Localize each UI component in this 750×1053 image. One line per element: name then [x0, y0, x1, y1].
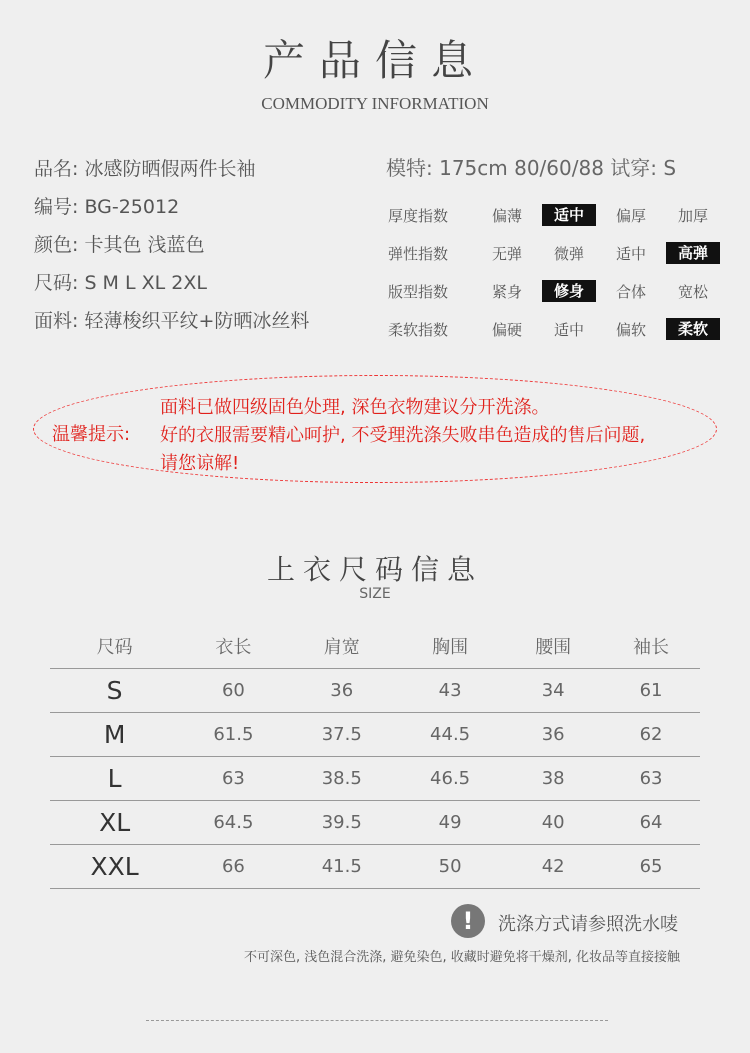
table-cell: 63	[602, 757, 700, 801]
table-cell: 64.5	[179, 801, 287, 845]
index-label: 厚度指数	[388, 206, 449, 225]
column-header: 袖长	[602, 624, 700, 669]
size-section-subtitle: SIZE	[359, 586, 391, 602]
size-cell: S	[50, 669, 179, 713]
index-option: 无弹	[491, 244, 522, 263]
index-option: 紧身	[491, 282, 522, 301]
size-section-title: 上衣尺码信息	[266, 553, 483, 586]
index-label: 版型指数	[388, 282, 449, 301]
index-option: 偏硬	[491, 320, 522, 339]
size-cell: L	[50, 757, 179, 801]
wash-title: 洗涤方式请参照洗水唛	[498, 914, 678, 935]
index-row-thickness	[388, 196, 728, 234]
index-option-selected: 柔软	[666, 318, 720, 340]
index-option: 适中	[615, 244, 646, 263]
product-fabric: 面料: 轻薄梭织平纹+防晒冰丝料	[34, 310, 310, 332]
table-cell: 37.5	[288, 713, 396, 757]
table-cell: 42	[504, 845, 602, 889]
table-cell: 38	[504, 757, 602, 801]
size-cell: M	[50, 713, 179, 757]
size-cell: XL	[50, 801, 179, 845]
product-color: 颜色: 卡其色 浅蓝色	[34, 234, 205, 256]
index-option: 加厚	[677, 206, 708, 225]
index-option-selected: 适中	[542, 204, 596, 226]
model-info: 模特: 175cm 80/60/88 试穿: S	[386, 156, 677, 180]
product-code: 编号: BG-25012	[34, 196, 180, 218]
column-header: 腰围	[504, 624, 602, 669]
page-subtitle: COMMODITY INFORMATION	[261, 94, 489, 113]
table-row	[50, 713, 700, 757]
size-cell: XXL	[50, 845, 179, 889]
notice-line: 面料已做四级固色处理, 深色衣物建议分开洗涤。	[160, 397, 550, 418]
index-option: 合体	[615, 282, 646, 301]
wash-description: 不可深色, 浅色混合洗涤, 避免染色, 收藏时避免将干燥剂, 化妆品等直接接触	[243, 950, 680, 965]
index-row-fit	[388, 272, 728, 310]
table-row	[50, 845, 700, 889]
size-table	[50, 624, 700, 889]
index-option: 适中	[553, 320, 584, 339]
table-cell: 65	[602, 845, 700, 889]
table-cell: 62	[602, 713, 700, 757]
table-cell: 46.5	[396, 757, 504, 801]
index-option: 宽松	[677, 282, 708, 301]
table-cell: 60	[179, 669, 287, 713]
table-cell: 36	[504, 713, 602, 757]
index-label: 弹性指数	[388, 244, 449, 263]
index-option: 偏薄	[491, 206, 522, 225]
index-option: 偏厚	[615, 206, 646, 225]
table-header-row	[50, 624, 700, 669]
table-cell: 44.5	[396, 713, 504, 757]
table-cell: 64	[602, 801, 700, 845]
table-row	[50, 801, 700, 845]
table-cell: 66	[179, 845, 287, 889]
index-grid	[388, 196, 728, 348]
table-cell: 36	[288, 669, 396, 713]
index-row-softness	[388, 310, 728, 348]
table-cell: 61.5	[179, 713, 287, 757]
column-header: 尺码	[50, 624, 179, 669]
table-cell: 41.5	[288, 845, 396, 889]
column-header: 胸围	[396, 624, 504, 669]
table-row	[50, 757, 700, 801]
table-cell: 61	[602, 669, 700, 713]
exclamation-icon: !	[451, 904, 485, 938]
index-option: 微弹	[553, 244, 584, 263]
product-name: 品名: 冰感防晒假两件长袖	[34, 158, 256, 180]
index-option-selected: 高弹	[666, 242, 720, 264]
table-cell: 43	[396, 669, 504, 713]
table-cell: 39.5	[288, 801, 396, 845]
index-option: 偏软	[615, 320, 646, 339]
table-cell: 49	[396, 801, 504, 845]
column-header: 衣长	[179, 624, 287, 669]
product-info	[34, 156, 309, 346]
table-cell: 63	[179, 757, 287, 801]
page-title: 产品信息	[262, 36, 487, 85]
index-label: 柔软指数	[388, 320, 449, 339]
table-cell: 34	[504, 669, 602, 713]
table-cell: 50	[396, 845, 504, 889]
table-row	[50, 669, 700, 713]
product-sizes: 尺码: S M L XL 2XL	[34, 272, 207, 294]
bottom-divider	[146, 1020, 608, 1021]
notice-line: 请您谅解!	[160, 453, 240, 474]
index-row-elasticity	[388, 234, 728, 272]
notice-line: 好的衣服需要精心呵护, 不受理洗涤失败串色造成的售后问题,	[160, 425, 646, 446]
index-option-selected: 修身	[542, 280, 596, 302]
table-cell: 40	[504, 801, 602, 845]
column-header: 肩宽	[288, 624, 396, 669]
notice-label: 温馨提示:	[52, 424, 131, 445]
table-cell: 38.5	[288, 757, 396, 801]
notice-text	[160, 394, 645, 478]
